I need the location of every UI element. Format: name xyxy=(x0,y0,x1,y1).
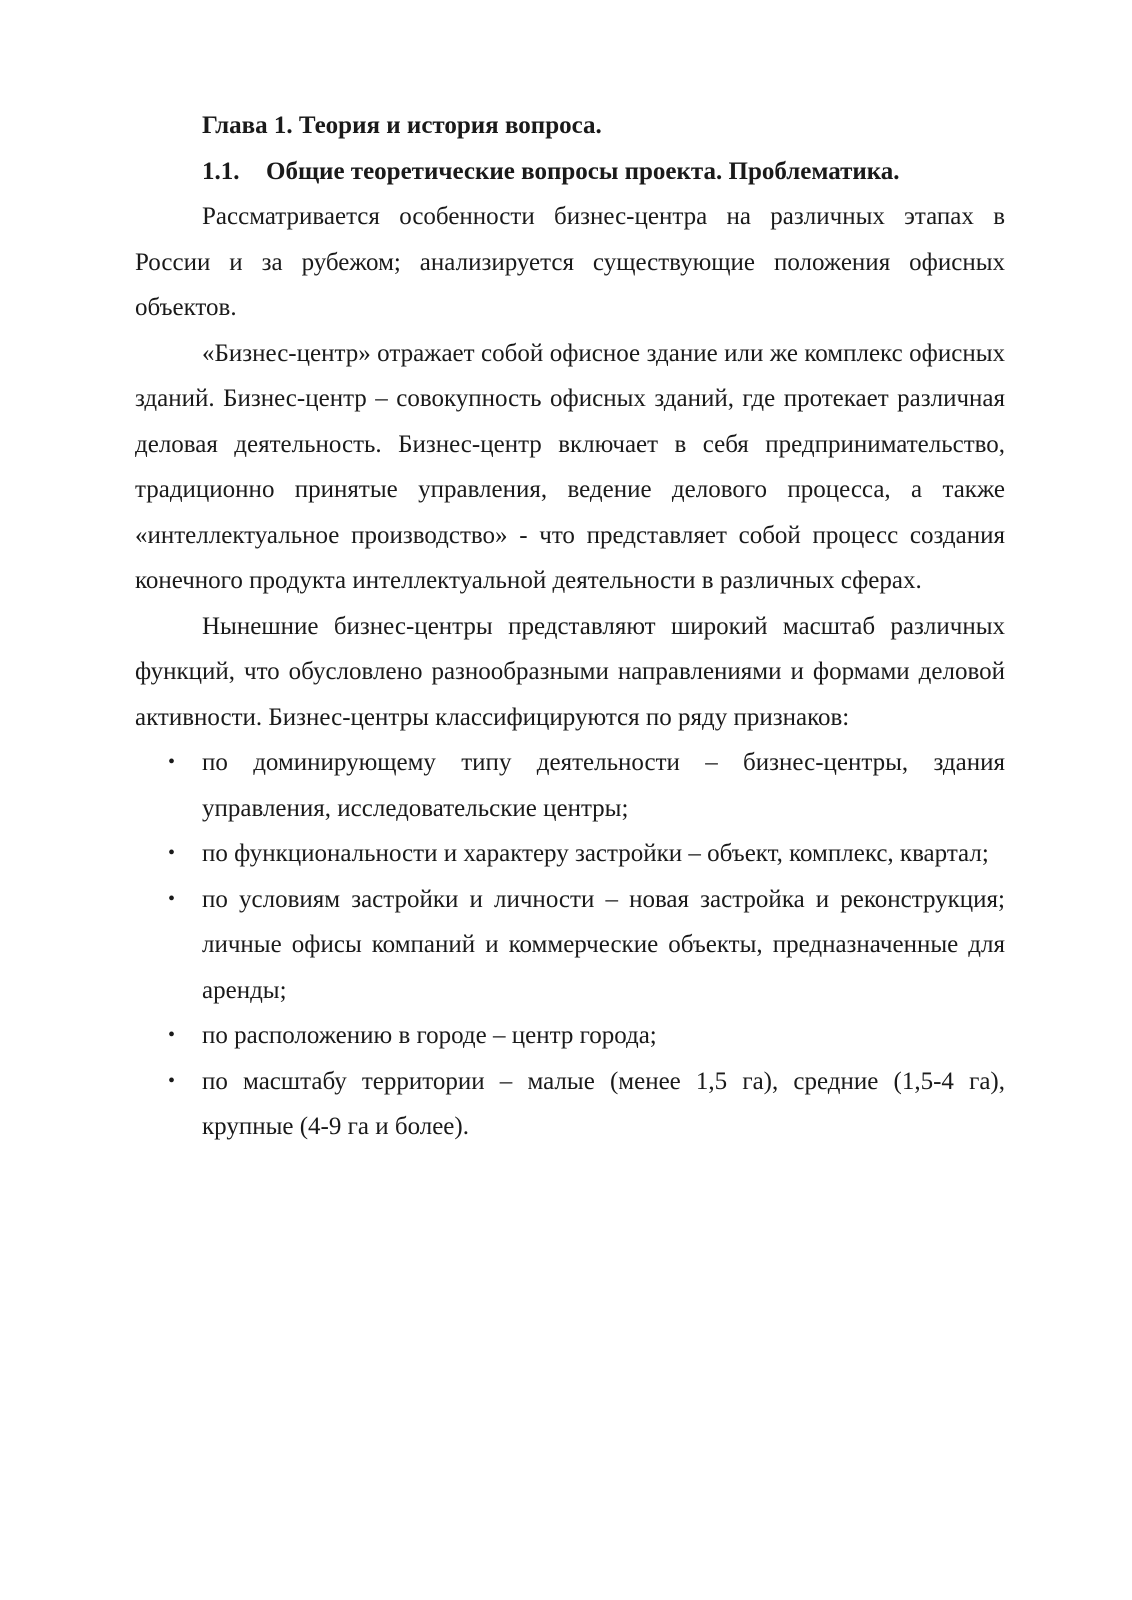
list-item-text: по условиям застройки и личности – новая застройка и реконструкция; личные офисы компаний и коммерческие объекты, предназначенные для аренды; xyxy=(202,885,1005,1004)
paragraph-intro: Рассматривается особенности бизнес-центра на различных этапах в России и за рубежом; анализируется существующие положения офисных объектов. xyxy=(135,203,1005,321)
list-item xyxy=(135,740,1005,831)
bullet-icon: • xyxy=(168,887,176,910)
bullet-icon: • xyxy=(168,1069,176,1092)
list-item xyxy=(135,831,1005,877)
section-heading xyxy=(135,149,1005,195)
list-item-text: по расположению в городе – центр города; xyxy=(202,1022,657,1049)
list-item xyxy=(135,877,1005,1014)
paragraph-classification-intro: Нынешние бизнес-центры представляют широкий масштаб различных функций, что обусловлено разнообразными направлениями и формами деловой активности. Бизнес-центры классифицируются по ряду признаков: xyxy=(135,612,1005,731)
section-title: Общие теоретические вопросы проекта. Проблематика. xyxy=(266,157,900,185)
list-item-text: по масштабу территории – малые (менее 1,5 га), средние (1,5-4 га), крупные (4-9 га и более). xyxy=(202,1067,1005,1140)
chapter-heading-text: Глава 1. Теория и история вопроса. xyxy=(202,112,602,139)
list-item-text: по функциональности и характеру застройки – объект, комплекс, квартал; xyxy=(202,840,989,867)
bullet-icon: • xyxy=(168,751,176,773)
chapter-heading xyxy=(135,103,1005,149)
list-item xyxy=(135,1059,1005,1150)
paragraph-definition: «Бизнес-центр» отражает собой офисное здание или же комплекс офисных зданий. Бизнес-центр – совокупность офисных зданий, где протекает различная деловая деятельность. Бизнес-центр включает в себя предпринимательство, традиционно принятые управления, ведение делового процесса, а также «интеллектуальное производство» - что представляет собой процесс создания конечного продукта интеллектуальной деятельности в различных сферах. xyxy=(135,339,1005,594)
classification-list xyxy=(135,740,1005,1150)
section-number: 1.1. xyxy=(202,157,240,185)
bullet-icon: • xyxy=(168,842,176,864)
document-body xyxy=(135,103,1005,1150)
list-item-text: по доминирующему типу деятельности – бизнес-центры, здания управления, исследовательские центры; xyxy=(202,749,1005,822)
bullet-icon: • xyxy=(168,1024,176,1046)
list-item xyxy=(135,1013,1005,1059)
